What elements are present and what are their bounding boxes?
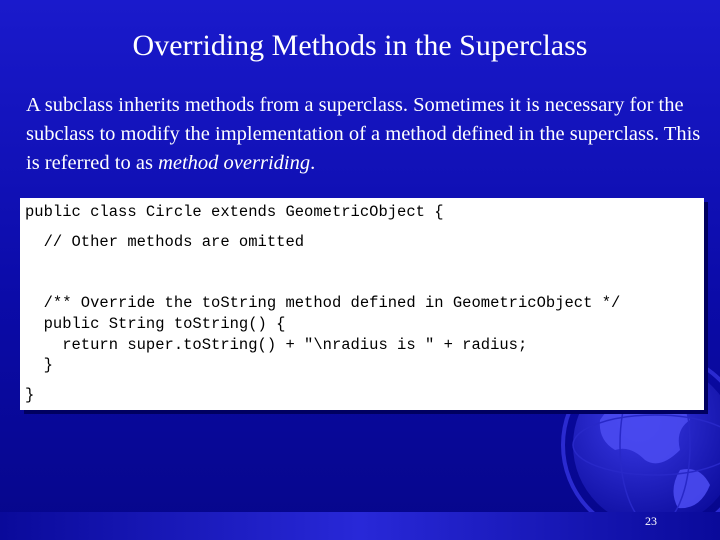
code-line-7: } bbox=[25, 356, 53, 374]
intro-emphasis: method overriding bbox=[158, 152, 311, 174]
intro-end: . bbox=[310, 152, 316, 174]
code-line-4: /** Override the toString method defined in GeometricObject */ bbox=[25, 294, 621, 312]
intro-text: A subclass inherits methods from a superclass. Sometimes it is necessary for the subclass to modify the implementation of a method defined in the superclass. This is referred to as bbox=[26, 94, 701, 174]
intro-paragraph bbox=[26, 91, 706, 178]
code-line-8: } bbox=[25, 386, 35, 404]
code-line-2: // Other methods are omitted bbox=[25, 233, 305, 251]
page-number: 23 bbox=[645, 514, 657, 528]
bottom-bar bbox=[0, 512, 720, 540]
code-line-1: public class Circle extends GeometricObject { bbox=[25, 203, 444, 221]
code-line-5: public String toString() { bbox=[25, 315, 286, 333]
code-block bbox=[20, 198, 704, 410]
code-line-6: return super.toString() + "\nradius is " + radius; bbox=[25, 336, 528, 354]
slide-title: Overriding Methods in the Superclass bbox=[132, 29, 588, 62]
